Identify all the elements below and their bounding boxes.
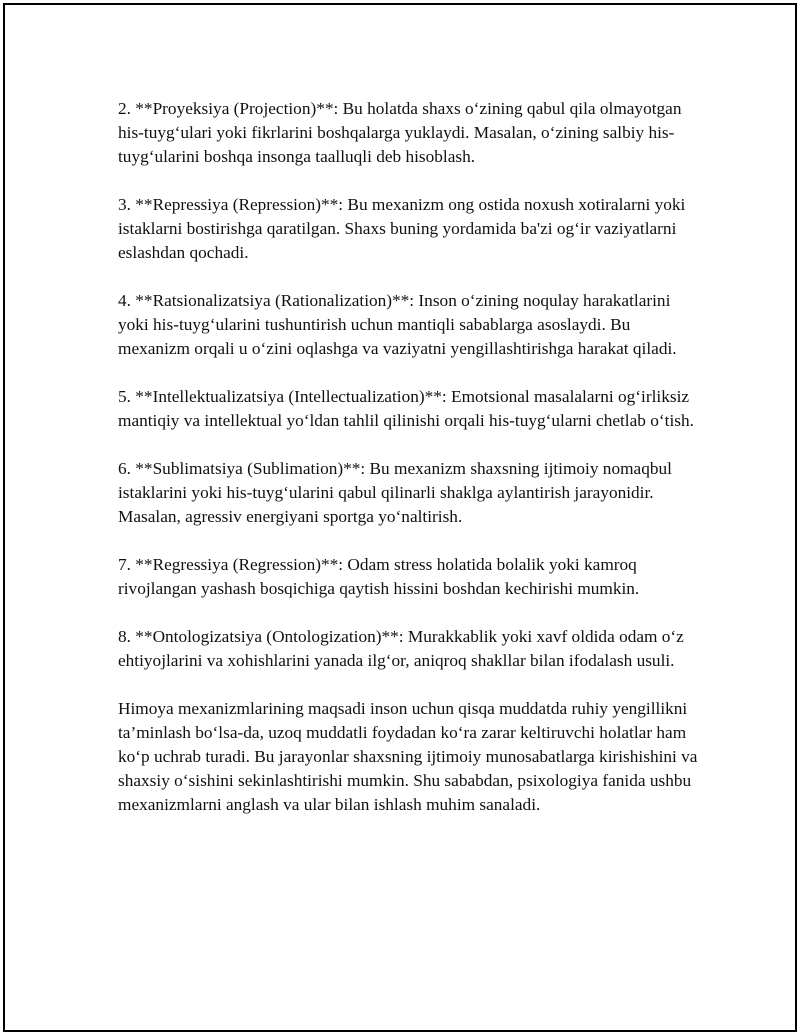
paragraph-projection: 2. **Proyeksiya (Projection)**: Bu holatda shaxs o‘zining qabul qila olmayotgan his-tuyg‘ulari yoki fikrlarini boshqalarga yuklaydi. Masalan, o‘zining salbiy his-tuyg‘ularini boshqa insonga taalluqli deb hisoblash. [118,99,682,166]
paragraph-regression: 7. **Regressiya (Regression)**: Odam stress holatida bolalik yoki kamroq rivojlangan yashash bosqichiga qaytish hissini boshdan kechirishi mumkin. [118,555,640,598]
document-page [3,3,797,1032]
paragraph-sublimation: 6. **Sublimatsiya (Sublimation)**: Bu mexanizm shaxsning ijtimoiy nomaqbul istaklarini yoki his-tuyg‘ularini qabul qilinarli shaklga aylantirish jarayonidir. Masalan, agressiv energiyani sportga yo‘naltirish. [118,459,672,526]
paragraph-ontologization: 8. **Ontologizatsiya (Ontologization)**: Murakkablik yoki xavf oldida odam o‘z ehtiyojlarini va xohishlarini yanada ilg‘or, aniqroq shakllar bilan ifodalash usuli. [118,627,684,670]
paragraph-intellectualization: 5. **Intellektualizatsiya (Intellectualization)**: Emotsional masalalarni og‘irliksiz mantiqiy va intellektual yo‘ldan tahlil qilinishi orqali his-tuyg‘ularni chetlab o‘tish. [118,387,694,430]
paragraph-repression: 3. **Repressiya (Repression)**: Bu mexanizm ong ostida noxush xotiralarni yoki istaklarni bostirishga qaratilgan. Shaxs buning yordamida ba'zi og‘ir vaziyatlarni eslashdan qochadi. [118,195,686,262]
document-body [118,97,698,841]
paragraph-conclusion: Himoya mexanizmlarining maqsadi inson uchun qisqa muddatda ruhiy yengillikni ta’minlash bo‘lsa-da, uzoq muddatli foydadan ko‘ra zarar keltiruvchi holatlar ham ko‘p uchrab turadi. Bu jarayonlar shaxsning ijtimoiy munosabatlarga kirishishini va shaxsiy o‘sishini sekinlashtirishi mumkin. Shu sababdan, psixologiya fanida ushbu mexanizmlarni anglash va ular bilan ishlash muhim sanaladi. [118,699,698,814]
paragraph-rationalization: 4. **Ratsionalizatsiya (Rationalization)**: Inson o‘zining noqulay harakatlarini yoki his-tuyg‘ularini tushuntirish uchun mantiqli sabablarga asoslaydi. Bu mexanizm orqali u o‘zini oqlashga va vaziyatni yengillashtirishga harakat qiladi. [118,291,677,358]
